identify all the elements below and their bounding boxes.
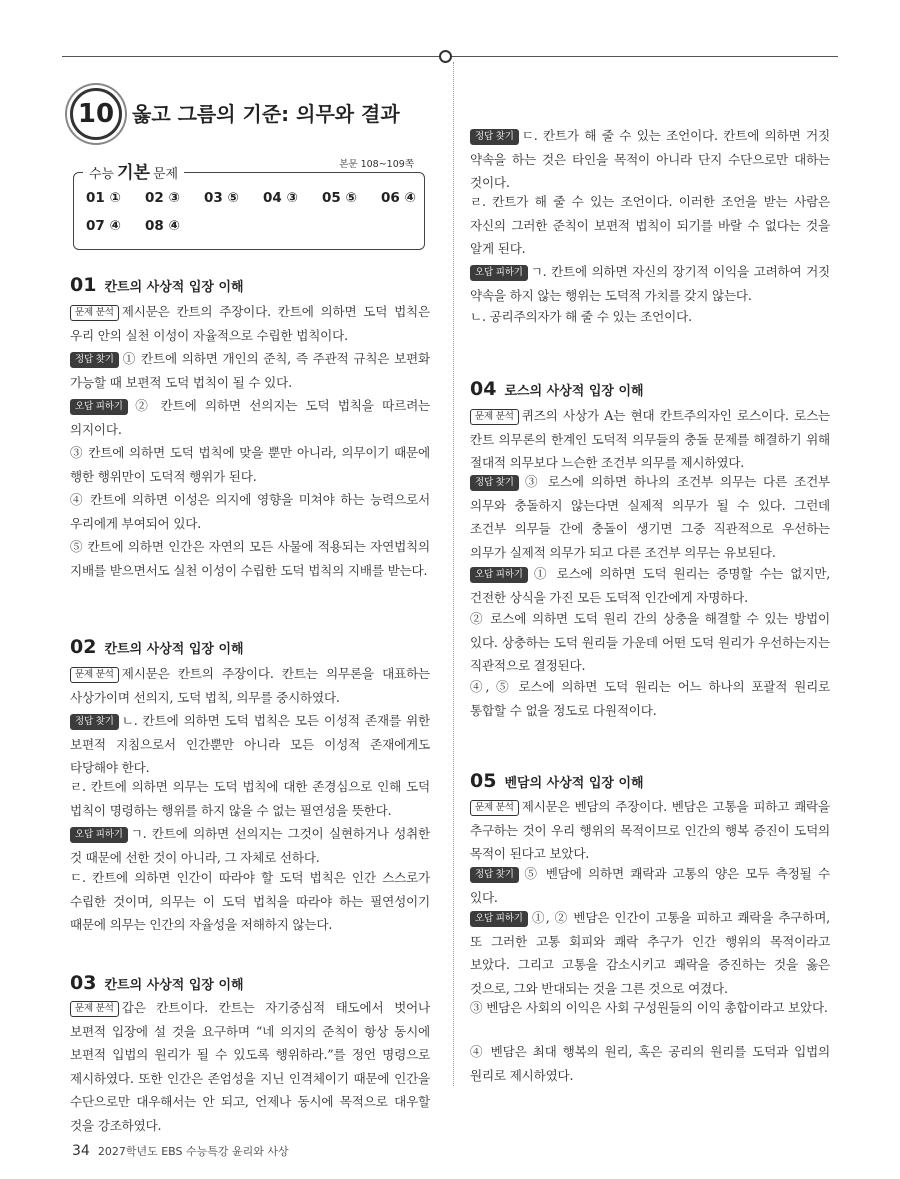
- paragraph-text: ㄴ. 칸트에 의하면 도덕 법칙은 모든 이성적 존재를 위한 보편적 지침으로서 인간뿐만 아니라 모든 이성적 존재에게도 타당해야 한다.: [70, 713, 430, 776]
- page-number: 34: [72, 1143, 90, 1159]
- section-title: 칸트의 사상적 입장 이해: [104, 978, 244, 993]
- section-05-wrong: [470, 906, 830, 1000]
- section-03-analysis: [70, 996, 430, 1138]
- paragraph-text: 제시문은 칸트의 주장이다. 칸트에 의하면 도덕 법칙은 우리 안의 실천 이성이 자율적으로 수립한 법칙이다.: [70, 304, 430, 343]
- section-number: 04: [470, 378, 497, 400]
- section-04-analysis: [470, 404, 830, 475]
- chapter-title: 옳고 그름의 기준: 의무와 결과: [132, 102, 400, 126]
- wrong-tag: 오답 피하기: [70, 827, 128, 843]
- wrong-tag: 오답 피하기: [470, 911, 528, 927]
- section-01-wrong: [70, 394, 430, 441]
- answer-key-item: 05 ⑤: [322, 190, 357, 206]
- section-title: 칸트의 사상적 입장 이해: [104, 280, 244, 295]
- paragraph-text: ①, ② 벤담은 인간이 고통을 피하고 쾌락을 추구하며, 또 그러한 고통 회피와 쾌락 추구가 인간 행위의 목적이라고 보았다. 그리고 고통을 감소시키고 쾌락을 증진하는 것을 옳은 것으로, 그와 반대되는 것을 그른 것으로 여겼다.: [470, 910, 830, 996]
- answer-tag: 정답 찾기: [70, 352, 119, 368]
- section-02-item-2: ㄹ. 칸트에 의하면 의무는 도덕 법칙에 대한 존경심으로 인해 도덕 법칙이 명령하는 행위를 하지 않을 수 없는 필연성을 뜻한다.: [70, 779, 430, 818]
- paragraph-text: ① 칸트에 의하면 개인의 준칙, 즉 주관적 규칙은 보편화 가능할 때 보편적 도덕 법칙이 될 수 있다.: [70, 351, 430, 390]
- section-02-heading: [70, 636, 244, 658]
- answer-key-label: [83, 158, 184, 183]
- paragraph-text: ㄱ. 칸트에 의하면 선의지는 그것이 실현하거나 성취한 것 때문에 선한 것이 아니라, 그 자체로 선하다.: [70, 826, 430, 865]
- analysis-tag: 문제 분석: [70, 305, 119, 321]
- section-05-item-4: ④ 벤담은 최대 행복의 원리, 혹은 공리의 원리를 도덕과 입법의 원리로 제시하였다.: [470, 1044, 830, 1083]
- section-03-answer: [470, 124, 830, 195]
- section-02-answer: [70, 709, 430, 780]
- section-01-item-4: ④ 칸트에 의하면 이성은 의지에 영향을 미쳐야 하는 능력으로서 우리에게 부여되어 있다.: [70, 492, 430, 531]
- paragraph-text: ① 로스에 의하면 도덕 원리는 증명할 수는 없지만, 건전한 상식을 가진 모든 도덕적 인간에게 자명하다.: [470, 566, 830, 605]
- section-05-item-3: ③ 벤담은 사회의 이익은 사회 구성원들의 이익 총합이라고 보았다.: [470, 1000, 828, 1015]
- section-title: 칸트의 사상적 입장 이해: [104, 642, 244, 657]
- answer-tag: 정답 찾기: [70, 714, 119, 730]
- answer-key-item: 06 ④: [381, 190, 416, 206]
- section-02-analysis: [70, 662, 430, 709]
- section-number: 03: [70, 972, 97, 994]
- analysis-tag: 문제 분석: [470, 800, 519, 816]
- answer-key-label-pre: 수능: [89, 167, 115, 182]
- paragraph-text: 제시문은 벤담의 주장이다. 벤담은 고통을 피하고 쾌락을 추구하는 것이 우리 행위의 목적이므로 인간의 행복 증진이 도덕의 목적이 된다고 보았다.: [470, 799, 830, 862]
- wrong-tag: 오답 피하기: [70, 399, 128, 415]
- section-01-heading: [70, 274, 244, 296]
- section-05-analysis: [470, 795, 830, 866]
- page-footer: [72, 1140, 289, 1159]
- section-03-wrong: [470, 260, 830, 307]
- paragraph-text: 갑은 칸트이다. 칸트는 자기중심적 태도에서 벗어나 보편적 입장에 설 것을 요구하며 “네 의지의 준칙이 항상 동시에 보편적 입법의 원리가 될 수 있도록 행위하라.”를 정언 명령으로 제시하였다. 또한 인간은 존엄성을 지닌 인격체이기 때문에 인간을 수단으로만 대우해서는 안 되고, 언제나 동시에 목적으로 대우할 것을 강조하였다.: [70, 1000, 430, 1133]
- section-04-answer: [470, 470, 830, 564]
- section-05-heading: [470, 770, 644, 792]
- answer-key-item: 03 ⑤: [204, 190, 239, 206]
- answer-key-item: 07 ④: [86, 218, 121, 234]
- paragraph-text: ③ 로스에 의하면 하나의 조건부 의무는 다른 조건부 의무와 충돌하지 않는다면 실제적 의무가 될 수 있다. 그런데 조건부 의무들 간에 충돌이 생기면 그중 직관적으로 우선하는 의무가 실제적 의무가 되고 다른 조건부 의무는 유보된다.: [470, 474, 830, 560]
- section-01-analysis: [70, 300, 430, 347]
- section-number: 01: [70, 274, 97, 296]
- section-01-item-5: ⑤ 칸트에 의하면 인간은 자연의 모든 사물에 적용되는 자연법칙의 지배를 받으면서도 실천 이성이 수립한 도덕 법칙의 지배를 받는다.: [70, 539, 430, 578]
- wrong-tag: 오답 피하기: [470, 567, 528, 583]
- section-03-heading: [70, 972, 244, 994]
- answer-key-label-big: 기본: [117, 163, 150, 183]
- section-title: 벤담의 사상적 입장 이해: [504, 776, 644, 791]
- answer-tag: 정답 찾기: [470, 475, 519, 491]
- section-01-item-3: ③ 칸트에 의하면 도덕 법칙에 맞을 뿐만 아니라, 의무이기 때문에 행한 행위만이 도덕적 행위가 된다.: [70, 445, 430, 484]
- answer-key-item: 01 ①: [86, 190, 121, 206]
- section-02-item-4: ㄷ. 칸트에 의하면 인간이 따라야 할 도덕 법칙은 인간 스스로가 수립한 것이며, 의무는 이 도덕 법칙을 따라야 하는 필연성이기 때문에 의무는 인간의 자율성을 저해하지 않는다.: [70, 870, 430, 933]
- section-number: 05: [470, 770, 497, 792]
- section-04-heading: [470, 378, 644, 400]
- top-rule-dot: [439, 50, 452, 63]
- answer-key-row-2: [86, 218, 204, 234]
- answer-key-item: 02 ③: [145, 190, 180, 206]
- section-title: 로스의 사상적 입장 이해: [504, 384, 644, 399]
- paragraph-text: ② 칸트에 의하면 선의지는 도덕 법칙을 따르려는 의지이다.: [70, 398, 430, 437]
- analysis-tag: 문제 분석: [470, 409, 519, 425]
- section-05-answer: [470, 862, 830, 909]
- section-number: 02: [70, 636, 97, 658]
- wrong-tag: 오답 피하기: [470, 265, 528, 281]
- section-04-item-3: ② 로스에 의하면 도덕 원리 간의 상충을 해결할 수 있는 방법이 있다. 상충하는 도덕 원리들 가운데 어떤 도덕 원리가 우선하는지는 직관적으로 결정된다.: [470, 611, 830, 674]
- paragraph-text: ㄷ. 칸트가 해 줄 수 있는 조언이다. 칸트에 의하면 거짓 약속을 하는 것은 타인을 목적이 아니라 단지 수단으로만 대하는 것이다.: [470, 128, 830, 191]
- paragraph-text: ⑤ 벤담에 의하면 쾌락과 고통의 양은 모두 측정될 수 있다.: [470, 866, 830, 905]
- answer-key-box: [73, 172, 425, 250]
- section-02-wrong: [70, 822, 430, 869]
- column-divider: [453, 62, 454, 1086]
- section-03-item-2: ㄹ. 칸트가 해 줄 수 있는 조언이다. 이러한 조언을 받는 사람은 자신의 그러한 준칙이 보편적 법칙이 되기를 바랄 수 없다는 것을 알게 된다.: [470, 194, 830, 257]
- paragraph-text: 퀴즈의 사상가 A는 현대 칸트주의자인 로스이다. 로스는 칸트 의무론의 한계인 도덕적 의무들의 충돌 문제를 해결하기 위해 절대적 의무보다 느슨한 조건부 의무를 제시하였다.: [470, 408, 830, 471]
- answer-key-item: 08 ④: [145, 218, 180, 234]
- answer-tag: 정답 찾기: [470, 129, 519, 145]
- chapter-number-badge: 10: [70, 88, 122, 140]
- answer-key-label-post: 문제: [152, 167, 179, 182]
- paragraph-text: ㄱ. 칸트에 의하면 자신의 장기적 이익을 고려하여 거짓 약속을 하지 않는 행위는 도덕적 가치를 갖지 않는다.: [470, 264, 830, 303]
- answer-key-item: 04 ③: [263, 190, 298, 206]
- answer-key-row-1: [86, 190, 440, 206]
- section-04-wrong: [470, 562, 830, 609]
- book-title: 2027학년도 EBS 수능특강 윤리와 사상: [97, 1145, 289, 1158]
- paragraph-text: 제시문은 칸트의 주장이다. 칸트는 의무론을 대표하는 사상가이며 선의지, 도덕 법칙, 의무를 중시하였다.: [70, 666, 430, 705]
- section-04-item-4: ④, ⑤ 로스에 의하면 도덕 원리는 어느 하나의 포괄적 원리로 통합할 수 없을 정도로 다원적이다.: [470, 679, 830, 718]
- analysis-tag: 문제 분석: [70, 667, 119, 683]
- section-01-answer: [70, 347, 430, 394]
- analysis-tag: 문제 분석: [70, 1001, 119, 1017]
- answer-tag: 정답 찾기: [470, 867, 519, 883]
- answer-key-page-ref: 본문 108~109쪽: [339, 159, 414, 170]
- section-03-item-4: ㄴ. 공리주의자가 해 줄 수 있는 조언이다.: [470, 309, 692, 324]
